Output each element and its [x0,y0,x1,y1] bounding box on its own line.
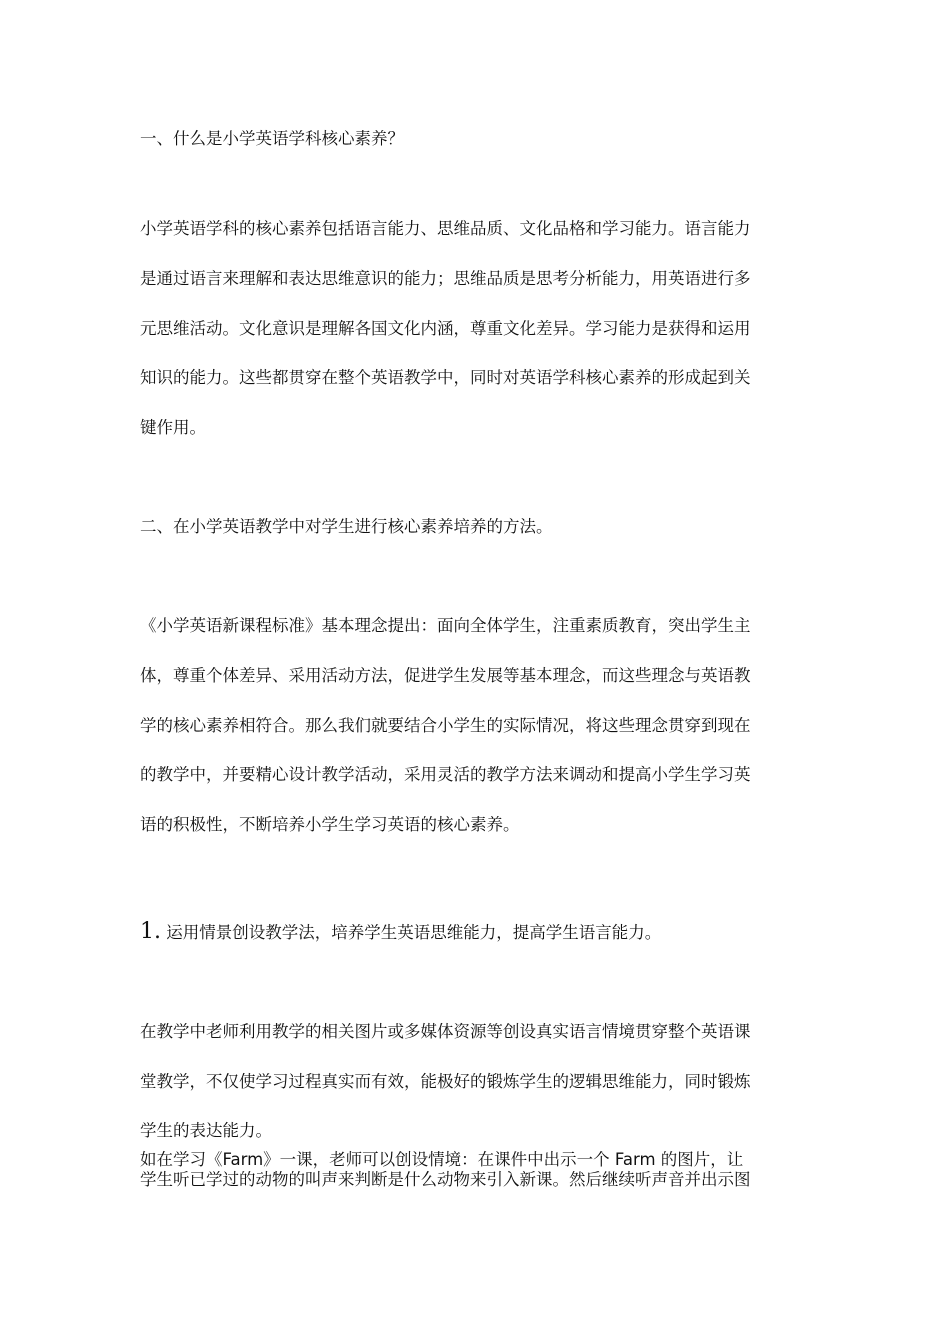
text-line: 小学英语学科的核心素养包括语言能力、思维品质、文化品格和学习能力。语言能力 [140,219,751,238]
text-line: 《小学英语新课程标准》基本理念提出：面向全体学生，注重素质教育，突出学生主 [140,616,751,635]
subsection-heading-1 [140,919,662,944]
text-line: 如在学习《Farm》一课，老师可以创设情境：在课件中出示一个 Farm 的图片，让 [140,1150,744,1169]
text-line: 元思维活动。文化意识是理解各国文化内涵，尊重文化差异。学习能力是获得和运用 [140,319,751,338]
text-line: 是通过语言来理解和表达思维意识的能力；思维品质是思考分析能力，用英语进行多 [140,269,751,288]
text-line: 学生的表达能力。 [140,1121,272,1140]
text-line: 学的核心素养相符合。那么我们就要结合小学生的实际情况，将这些理念贯穿到现在 [140,716,751,735]
section-heading-2: 二、在小学英语教学中对学生进行核心素养培养的方法。 [140,517,553,536]
text-line: 键作用。 [140,418,206,437]
text-line: 堂教学，不仅使学习过程真实而有效，能极好的锻炼学生的逻辑思维能力，同时锻炼 [140,1072,751,1091]
subsection-title: 运用情景创设教学法，培养学生英语思维能力，提高学生语言能力。 [166,923,662,942]
subsection-number: 1. [140,919,161,944]
text-line: 的教学中，并要精心设计教学活动，采用灵活的教学方法来调动和提高小学生学习英 [140,765,751,784]
text-line: 知识的能力。这些都贯穿在整个英语教学中，同时对英语学科核心素养的形成起到关 [140,368,751,387]
text-line: 语的积极性，不断培养小学生学习英语的核心素养。 [140,815,520,834]
text-line: 体，尊重个体差异、采用活动方法，促进学生发展等基本理念，而这些理念与英语教 [140,666,751,685]
section-heading-1: 一、什么是小学英语学科核心素养？ [140,129,404,148]
text-line: 在教学中老师利用教学的相关图片或多媒体资源等创设真实语言情境贯穿整个英语课 [140,1022,751,1041]
text-line: 学生听已学过的动物的叫声来判断是什么动物来引入新课。然后继续听声音并出示图 [140,1170,751,1189]
